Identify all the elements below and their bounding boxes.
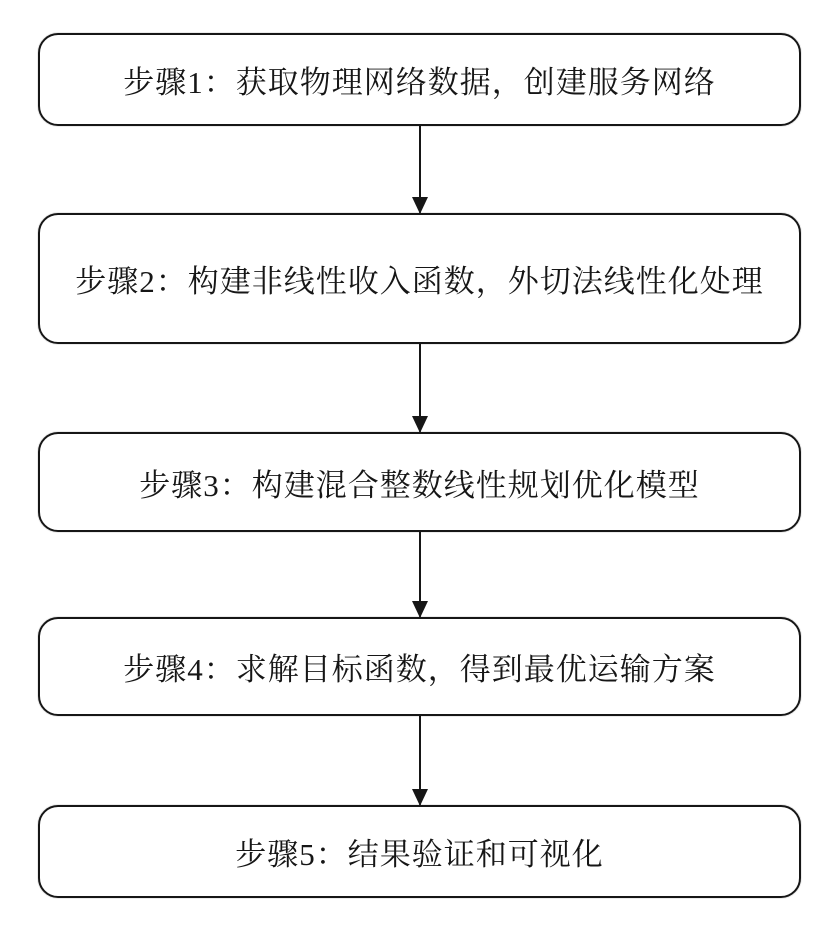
down-arrow-step3-to-step4 xyxy=(419,532,421,617)
down-arrow-step2-to-step3 xyxy=(419,344,421,432)
flow-node-step3 xyxy=(38,432,801,532)
down-arrow-step1-to-step2 xyxy=(419,126,421,213)
flow-node-step3-label: 步骤3：构建混合整数线性规划优化模型 xyxy=(139,467,700,503)
flow-node-step4-label: 步骤4：求解目标函数，得到最优运输方案 xyxy=(123,652,716,687)
flow-node-step5-label: 步骤5：结果验证和可视化 xyxy=(235,837,604,872)
flow-node-step4 xyxy=(38,617,801,716)
flow-node-step2-label: 步骤2：构建非线性收入函数，外切法线性化处理 xyxy=(75,264,764,299)
flow-node-step5 xyxy=(38,805,801,898)
flow-node-step1 xyxy=(38,33,801,126)
down-arrow-step4-to-step5 xyxy=(419,716,421,805)
flow-node-step1-label: 步骤1：获取物理网络数据，创建服务网络 xyxy=(123,65,716,100)
flow-node-step2 xyxy=(38,213,801,344)
